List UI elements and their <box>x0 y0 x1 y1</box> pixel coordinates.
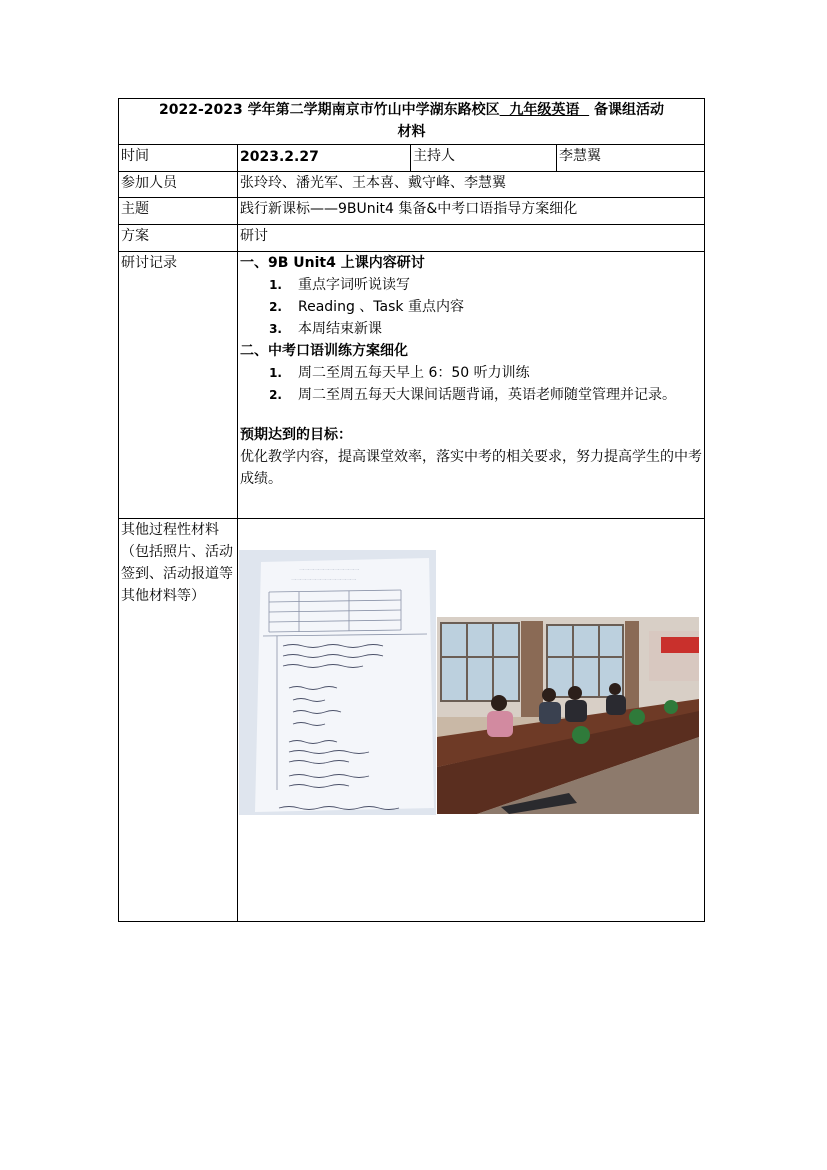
record-section2-list <box>240 362 702 406</box>
title-suffix: 备课组活动 <box>589 102 664 118</box>
participants-label: 参加人员 <box>119 172 238 198</box>
meeting-room-photo <box>437 617 699 814</box>
list-item: 1. 周二至周五每天早上 6：50 听力训练 <box>269 365 530 381</box>
goal-text: 优化教学内容，提高课堂效率，落实中考的相关要求，努力提高学生的中考成绩。 <box>240 449 702 487</box>
svg-text:一一一一一一一一一一一一: 一一一一一一一一一一一一 <box>299 568 360 574</box>
time-value: 2023.2.27 <box>238 145 411 172</box>
participants-value: 张玲玲、潘光军、王本喜、戴守峰、李慧翼 <box>238 172 705 198</box>
host-value: 李慧翼 <box>557 145 705 172</box>
list-item: 2. 周二至周五每天大课间话题背诵，英语老师随堂管理并记录。 <box>269 387 676 403</box>
topic-value: 践行新课标——9BUnit4 集备&中考口语指导方案细化 <box>238 198 705 225</box>
list-item: 1. 重点字词听说读写 <box>269 277 410 293</box>
list-item: 2. Reading 、Task 重点内容 <box>269 299 464 315</box>
svg-text:一一一一一一一一一一一一一: 一一一一一一一一一一一一一 <box>291 578 357 584</box>
record-section1-list <box>240 274 702 340</box>
title-subject: 九年级英语 <box>499 102 590 118</box>
record-content <box>238 252 705 519</box>
goal-title: 预期达到的目标： <box>240 427 352 443</box>
plan-label: 方案 <box>119 225 238 252</box>
other-materials-content <box>238 519 705 922</box>
record-section2-title: 二、中考口语训练方案细化 <box>240 343 408 359</box>
topic-label: 主题 <box>119 198 238 225</box>
title-line2: 材料 <box>397 124 426 140</box>
time-label: 时间 <box>119 145 238 172</box>
title-prefix: 2022-2023 学年第二学期南京市竹山中学湖东路校区 <box>159 102 500 118</box>
record-label: 研讨记录 <box>119 252 238 519</box>
form-title <box>119 99 705 145</box>
plan-value: 研讨 <box>238 225 705 252</box>
record-section1-title: 一、9B Unit4 上课内容研讨 <box>240 255 425 271</box>
sign-in-sheet-photo <box>239 550 436 815</box>
other-materials-label: 其他过程性材料（包括照片、活动签到、活动报道等其他材料等） <box>119 519 238 922</box>
list-item: 3. 本周结束新课 <box>269 321 382 337</box>
host-label: 主持人 <box>411 145 557 172</box>
activity-form-table <box>118 98 705 922</box>
